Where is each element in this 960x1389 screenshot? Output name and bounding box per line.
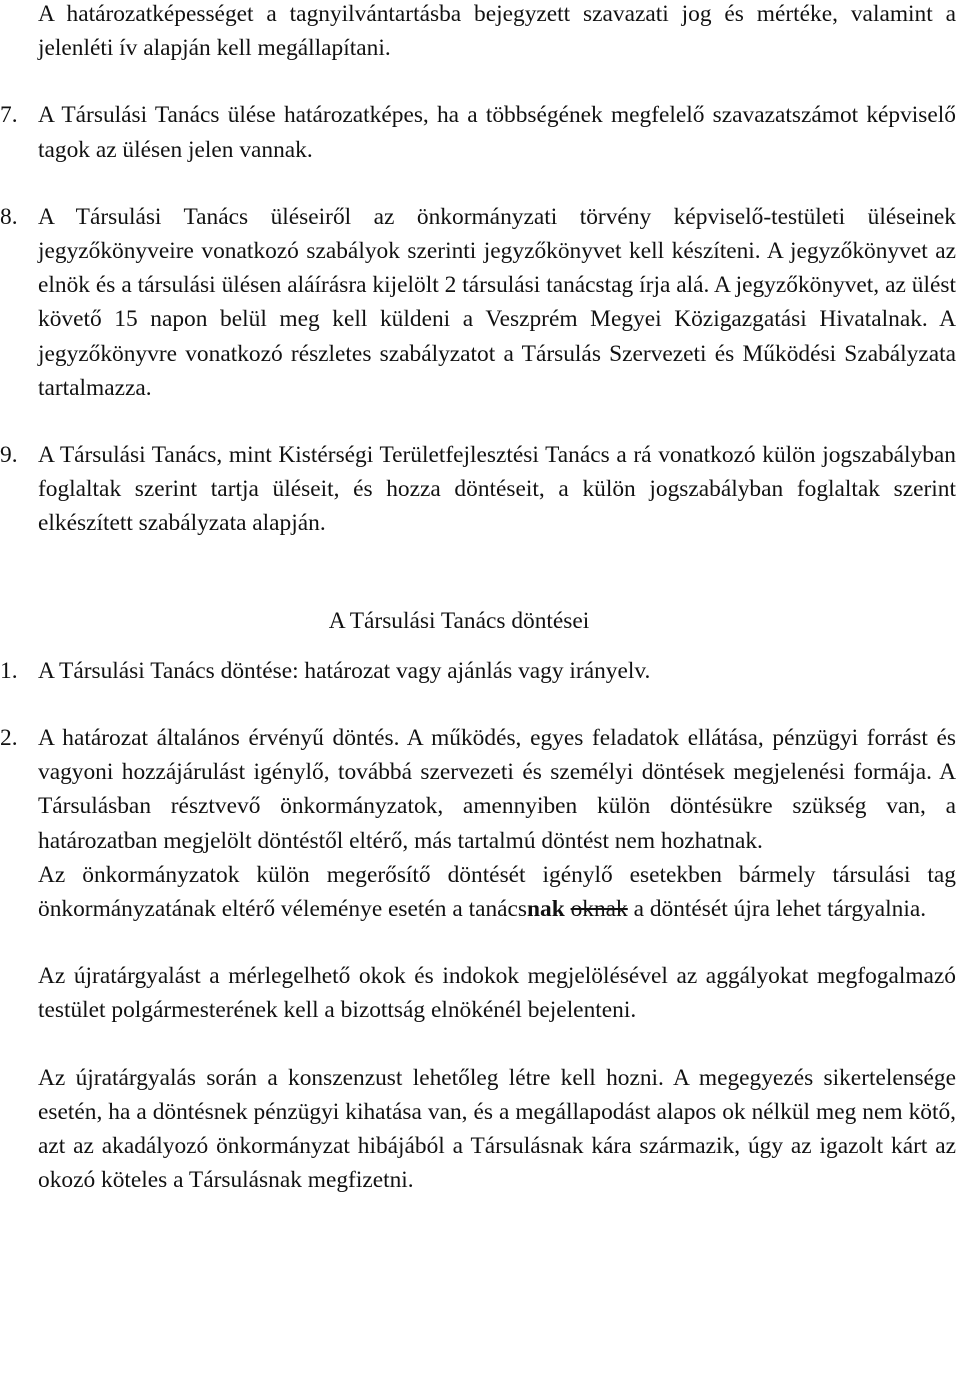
paragraph-consensus: Az újratárgyalás során a konszenzust lehetőleg létre kell hozni. A megegyezés sikertelensége esetén, ha a döntésnek pénzügyi kihatása van, és a megállapodást alapos ok nélkül meg nem kötő, azt az akadályozó önkormányzat hibájából a Társulásnak kára származik, úgy az igazolt kárt az okozó köteles a Társulásnak megfizetni. [38, 1064, 956, 1194]
paragraph-text: A Társulási Tanács üléseiről az önkormányzati törvény képviselő-testületi üléseinek jegyzőkönyveire vonatkozó szabályok szerinti jegyzőkönyvet kell készíteni. A jegyzőkönyvet az elnök és a társulási ülésen aláírásra kijelölt 2 társulási tanácstag írja alá. A jegyzőkönyvet, az ülést követő 15 napon belül meg kell küldeni a Veszprém Megyei Közigazgatási Hivatalnak. A jegyzőkönyvre vonatkozó részletes szabályzatot a Társulás Szervezeti és Működési Szabályzata tartalmazza. [38, 203, 956, 401]
struck-text: oknak [570, 896, 628, 923]
paragraph-number: 8. [0, 203, 18, 230]
paragraph-7 [0, 98, 956, 166]
text-run: Az önkormányzatok külön megerősítő döntését igénylő esetekben bármely társulási tag önkormányzatának eltérő véleménye esetén a tanács [38, 861, 956, 923]
decision-item-2 [0, 721, 956, 858]
paragraph-8 [0, 200, 956, 405]
paragraph-text: A Társulási Tanács döntése: határozat vagy ajánlás vagy irányelv. [38, 657, 651, 684]
paragraph-9 [0, 438, 956, 541]
decision-item-1 [0, 654, 956, 688]
text-run: a döntését újra lehet tárgyalnia. [627, 896, 927, 923]
paragraph-number: 1. [0, 657, 18, 684]
paragraph-text: A határozat általános érvényű döntés. A működés, egyes feladatok ellátása, pénzügyi forrást és vagyoni hozzájárulást igénylő, továbbá szervezeti és személyi döntések megjelenési formája. A Társulásban résztvevő önkormányzatok, amennyiben külön döntésükre szükség van, a határozatban megjelölt döntéstől eltérő, más tartalmú döntést nem hozhatnak. [38, 725, 956, 854]
paragraph-text: A Társulási Tanács, mint Kistérségi Területfejlesztési Tanács a rá vonatkozó külön jogszabályban foglaltak szerint tartja üléseit, és hozza döntéseit, a külön jogszabályban foglaltak szerint elkészített szabályzata alapján. [38, 442, 956, 537]
paragraph-number: 2. [0, 725, 18, 752]
paragraph-number: 9. [0, 442, 18, 469]
paragraph-confirmation-cases [38, 858, 956, 926]
paragraph-reopening: Az újratárgyalást a mérlegelhető okok és indokok megjelölésével az aggályokat megfogalmazó testület polgármesterének kell a bizottság elnökénél bejelenteni. [38, 963, 956, 1024]
section-heading: A Társulási Tanács döntései [328, 607, 590, 634]
inserted-text: nak [527, 896, 565, 923]
paragraph-text: A Társulási Tanács ülése határozatképes, ha a többségének megfelelő szavazatszámot képviselő tagok az ülésen jelen vannak. [38, 102, 956, 163]
paragraph-quorum-basis: A határozatképességet a tagnyilvántartásba bejegyzett szavazati jog és mértéke, valamint a jelenléti ív alapján kell megállapítani. [38, 1, 956, 62]
paragraph-number: 7. [0, 102, 18, 129]
